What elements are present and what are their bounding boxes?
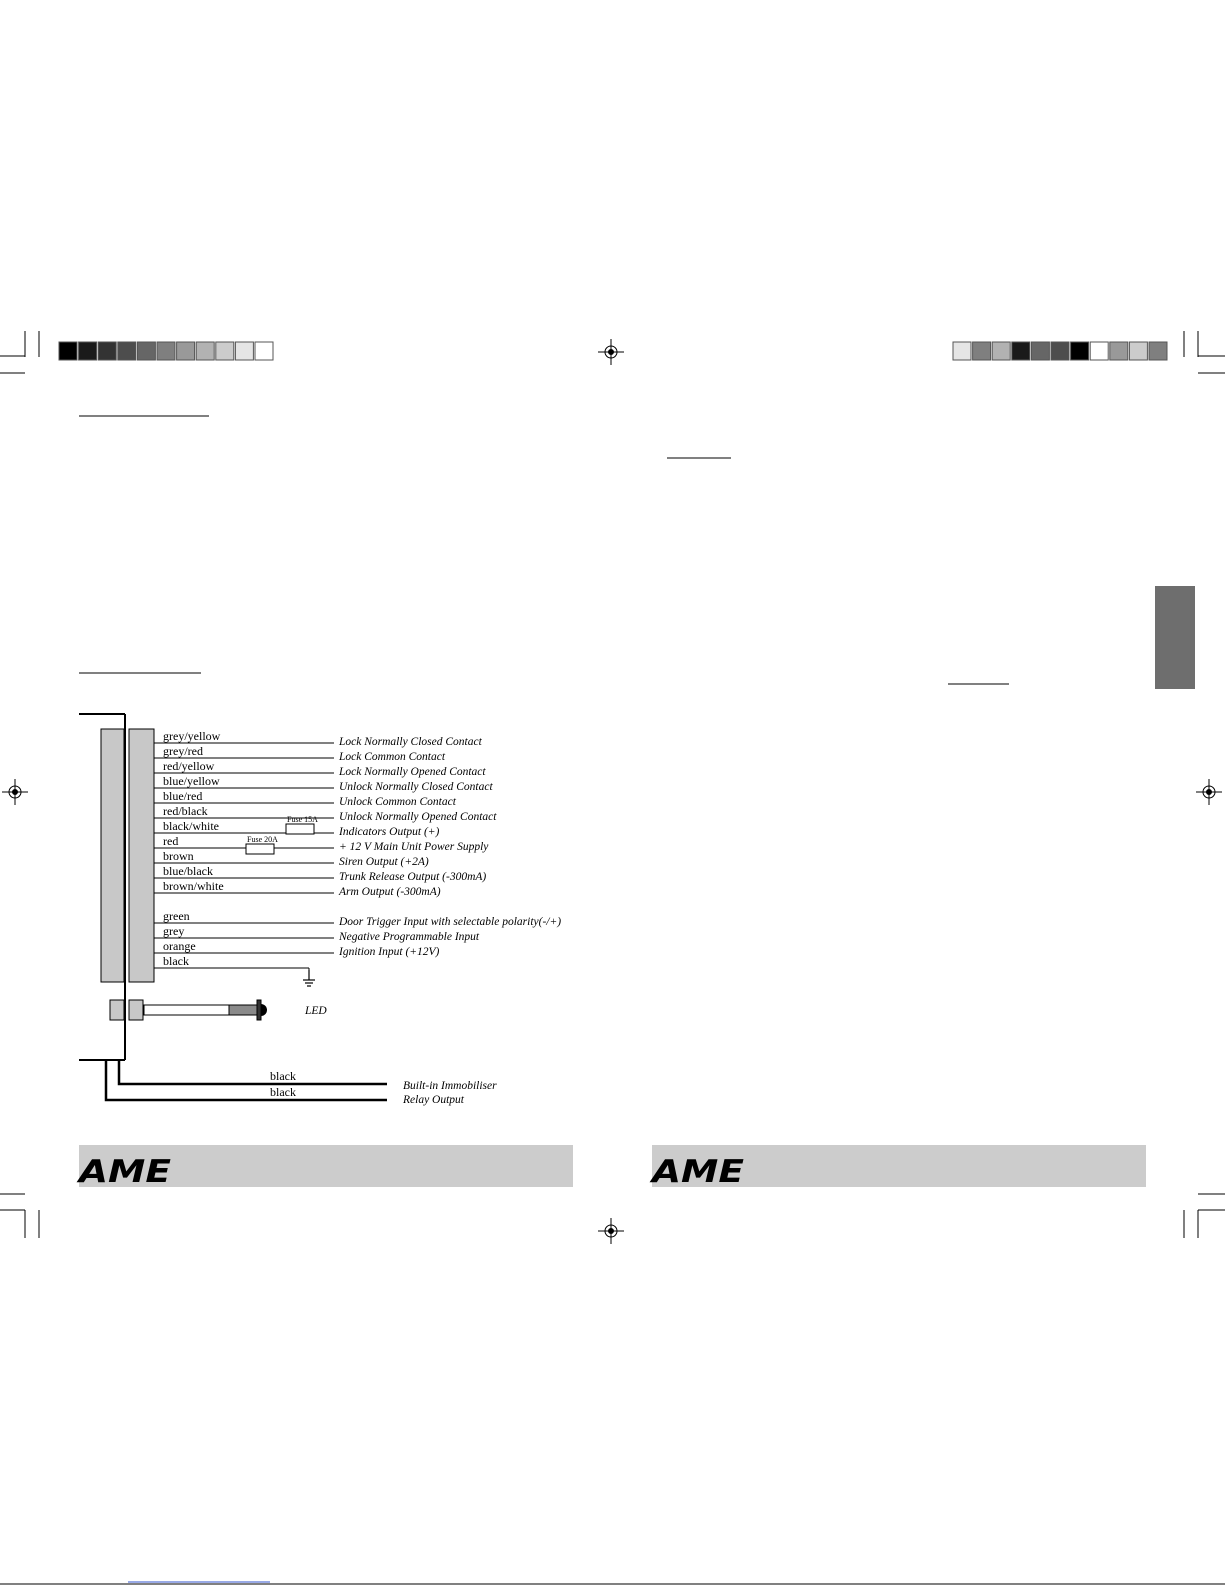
wire-function-label: + 12 V Main Unit Power Supply [339, 841, 489, 853]
wiring-diagram [79, 714, 561, 1106]
immobiliser-wire [119, 1060, 387, 1084]
wire-color-label: brown/white [163, 879, 224, 893]
bottom-wire-function: Relay Output [403, 1094, 464, 1106]
color-bar-right [953, 342, 1167, 360]
wire-rows [154, 729, 561, 970]
registration-mark-left [2, 779, 28, 805]
connector-plug [129, 729, 154, 982]
wire-function-label: Trunk Release Output (-300mA) [339, 871, 487, 883]
color-swatch [1031, 342, 1049, 360]
color-swatch [1129, 342, 1147, 360]
color-swatch [98, 342, 116, 360]
wire-color-label: blue/yellow [163, 774, 220, 788]
led-cable [144, 1005, 229, 1015]
color-swatch [196, 342, 214, 360]
bottom-wire-color: black [270, 1069, 296, 1083]
wire-function-label: Door Trigger Input with selectable polarity(-/+) [339, 916, 562, 928]
wire-color-label: brown [163, 849, 194, 863]
color-swatch [973, 342, 991, 360]
wire-function-label: Lock Common Contact [339, 751, 446, 763]
wire-function-label: Negative Programmable Input [339, 931, 480, 943]
fuse-label: Fuse 15A [287, 815, 318, 824]
wire-function-label: Indicators Output (+) [339, 826, 440, 838]
color-swatch [255, 342, 273, 360]
brand-logo: AME [648, 1154, 744, 1190]
color-swatch [59, 342, 77, 360]
connector-housing [101, 729, 124, 982]
wire-function-label: Siren Output (+2A) [339, 856, 429, 868]
color-swatch [1012, 342, 1030, 360]
led-connector-housing [110, 1000, 124, 1020]
color-swatch [1071, 342, 1089, 360]
color-bar-left [59, 342, 273, 360]
color-swatch [118, 342, 136, 360]
color-swatch [177, 342, 195, 360]
wire-color-label: grey [163, 924, 185, 938]
fuse-icon [246, 844, 274, 854]
wire-function-label: Unlock Normally Opened Contact [339, 811, 497, 823]
registration-mark-top [598, 339, 624, 365]
wire-function-label: Arm Output (-300mA) [339, 886, 441, 898]
wire-color-label: orange [163, 939, 196, 953]
color-swatch [216, 342, 234, 360]
registration-mark-right [1196, 779, 1222, 805]
fuse-icon [286, 824, 314, 834]
wire-color-label: red [163, 834, 179, 848]
color-swatch [137, 342, 155, 360]
wire-function-label: Unlock Common Contact [339, 796, 456, 808]
color-swatch [157, 342, 175, 360]
wire-function-label: Unlock Normally Closed Contact [339, 781, 493, 793]
color-swatch [79, 342, 97, 360]
wire-function-label: Ignition Input (+12V) [339, 946, 440, 958]
wire-color-label: blue/black [163, 864, 213, 878]
wire-color-label: red/yellow [163, 759, 215, 773]
fuse-label: Fuse 20A [247, 835, 278, 844]
bottom-wire-function: Built-in Immobiliser [403, 1080, 497, 1092]
wire-function-label: Lock Normally Opened Contact [339, 766, 486, 778]
color-swatch [235, 342, 253, 360]
registration-mark-bottom [598, 1218, 624, 1244]
chapter-thumb-tab [1155, 586, 1195, 689]
led-label: LED [305, 1005, 327, 1017]
wire-color-label: black [163, 954, 189, 968]
wire-color-label: red/black [163, 804, 208, 818]
ground-icon [303, 970, 315, 986]
wire-color-label: blue/red [163, 789, 203, 803]
bottom-wire-color: black [270, 1085, 296, 1099]
color-swatch [1149, 342, 1167, 360]
brand-logo: AME [75, 1154, 171, 1190]
color-swatch [992, 342, 1010, 360]
color-swatch [953, 342, 971, 360]
wire-color-label: grey/red [163, 744, 203, 758]
led-body [229, 1005, 257, 1015]
led-icon [261, 1004, 267, 1016]
wire-function-label: Lock Normally Closed Contact [339, 736, 482, 748]
wire-color-label: grey/yellow [163, 729, 221, 743]
immobiliser-wire [106, 1060, 387, 1100]
color-swatch [1051, 342, 1069, 360]
color-swatch [1110, 342, 1128, 360]
led-connector-plug [129, 1000, 143, 1020]
wire-color-label: green [163, 909, 190, 923]
color-swatch [1090, 342, 1108, 360]
wire-color-label: black/white [163, 819, 219, 833]
led-flange [257, 1000, 261, 1020]
